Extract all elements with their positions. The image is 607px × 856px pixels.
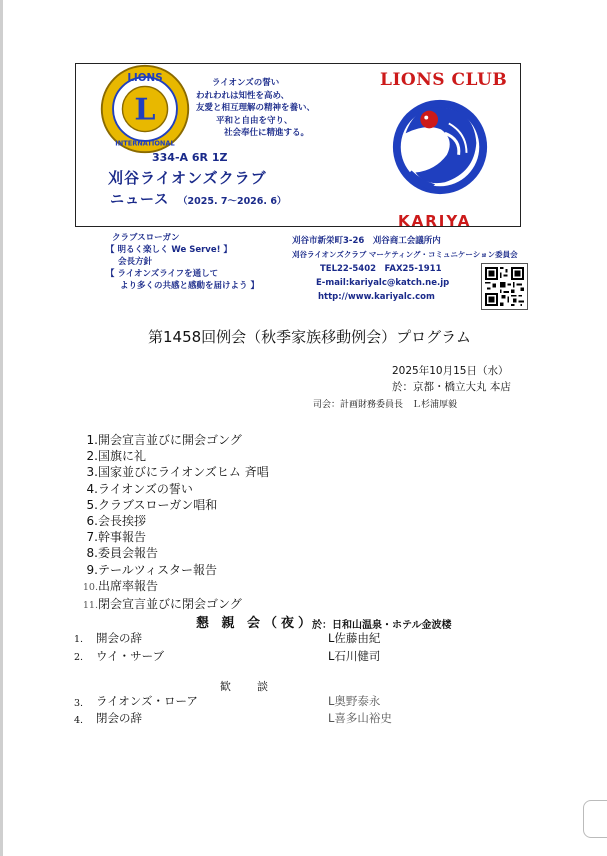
oath-line: 社会奉仕に精進する。 bbox=[224, 128, 310, 138]
person-name: L石川健司 bbox=[328, 649, 381, 663]
meeting-venue: 於：京都・橋立大丸 本店 bbox=[392, 381, 511, 393]
oath-line: 友愛と相互理解の精神を養い、 bbox=[196, 103, 316, 113]
item-number: 11. bbox=[82, 600, 98, 612]
agenda-list bbox=[76, 432, 269, 614]
list-item bbox=[76, 578, 269, 596]
email[interactable]: E-mail:kariyalc@katch.ne.jp bbox=[316, 278, 450, 288]
list-item bbox=[74, 695, 83, 709]
item-text: 委員会報告 bbox=[98, 546, 159, 561]
district-code: 334-A 6R 1Z bbox=[152, 151, 228, 164]
item-number: 4. bbox=[86, 481, 98, 496]
list-item bbox=[76, 513, 269, 529]
item-number: 9. bbox=[86, 562, 98, 577]
emblem-letter: L bbox=[134, 92, 156, 128]
item-number: 2. bbox=[74, 652, 84, 663]
list-item bbox=[74, 631, 83, 645]
oath-line: ライオンズの誓い bbox=[212, 78, 280, 88]
address: 刈谷市新栄町3-26 刈谷商工会議所内 bbox=[292, 236, 441, 246]
lions-oath bbox=[196, 77, 315, 140]
item-number: 8. bbox=[86, 546, 98, 561]
list-item bbox=[76, 529, 269, 545]
list-item bbox=[76, 497, 269, 513]
item-text: 閉会宣言並びに閉会ゴング bbox=[98, 597, 242, 612]
page-corner-widget[interactable] bbox=[583, 800, 607, 838]
kariya-label: KARIYA bbox=[398, 212, 472, 230]
lions-emblem bbox=[98, 62, 192, 156]
item-number: 1. bbox=[74, 634, 84, 645]
item-text: 国家並びにライオンズヒム 斉唱 bbox=[98, 465, 269, 480]
item-text: ウイ・サーブ bbox=[96, 649, 165, 663]
item-number: 3. bbox=[86, 465, 98, 480]
item-text: ライオンズの誓い bbox=[98, 481, 193, 496]
qr-code-icon bbox=[481, 263, 528, 310]
item-text: 開会宣言並びに開会ゴング bbox=[98, 433, 242, 447]
list-item bbox=[76, 545, 269, 561]
club-name: 刈谷ライオンズクラブ bbox=[108, 169, 267, 187]
list-item bbox=[76, 464, 269, 480]
master-of-ceremonies: 司会：計画財務委員長 Ｌ杉浦厚毅 bbox=[313, 400, 458, 410]
kariya-club-logo bbox=[386, 94, 494, 198]
emblem-top-text: LIONS bbox=[127, 71, 163, 84]
meeting-date: 2025年10月15日（水） bbox=[392, 365, 509, 377]
item-number: 5. bbox=[86, 497, 98, 512]
item-number: 1. bbox=[86, 433, 98, 447]
policy-text: 【 ライオンズライフを通して bbox=[106, 269, 219, 279]
news-label: ニュース bbox=[110, 192, 170, 208]
item-text: クラブスローガン唱和 bbox=[98, 497, 218, 512]
page-edge bbox=[0, 0, 3, 856]
item-number: 6. bbox=[86, 514, 98, 529]
list-item bbox=[76, 448, 269, 464]
item-number: 4. bbox=[74, 715, 84, 726]
phone-fax: TEL22-5402 FAX25-1911 bbox=[320, 264, 442, 274]
item-text: 閉会の辞 bbox=[96, 711, 142, 725]
person-name: L喜多山裕史 bbox=[328, 711, 392, 725]
policy-heading: 会長方針 bbox=[118, 257, 153, 267]
item-number: 2. bbox=[86, 449, 98, 464]
item-number: 3. bbox=[74, 698, 84, 709]
item-text: テールツィスター報告 bbox=[98, 562, 218, 577]
item-text: ライオンズ・ローア bbox=[96, 694, 198, 708]
item-text: 開会の辞 bbox=[96, 631, 142, 645]
list-item bbox=[74, 649, 83, 663]
person-name: L奥野泰永 bbox=[328, 694, 381, 708]
lions-club-title: LIONS CLUB bbox=[380, 70, 508, 90]
item-text: 会長挨拶 bbox=[98, 514, 147, 529]
item-text: 幹事報告 bbox=[98, 530, 147, 545]
item-number: 10. bbox=[82, 581, 98, 593]
party-venue: 於：日和山温泉・ホテル金波楼 bbox=[312, 620, 452, 631]
item-text: 国旗に礼 bbox=[98, 449, 147, 464]
list-item bbox=[76, 432, 269, 448]
list-item bbox=[76, 481, 269, 497]
emblem-bottom-text: INTERNATIONAL bbox=[115, 139, 175, 148]
slogan-heading: クラブスローガン bbox=[112, 233, 180, 243]
policy-text: より多くの共感と感動を届けよう 】 bbox=[120, 281, 259, 291]
list-item bbox=[76, 562, 269, 578]
list-item bbox=[74, 712, 83, 726]
website-link[interactable]: http://www.kariyalc.com bbox=[318, 292, 435, 302]
oath-line: われわれは知性を高め、 bbox=[196, 90, 290, 101]
club-period: （2025. 7～2026. 6） bbox=[178, 196, 287, 207]
program-title: 第1458回例会（秋季家族移動例会）プログラム bbox=[148, 328, 472, 346]
chat-label: 歓談 bbox=[220, 680, 294, 693]
item-number: 7. bbox=[86, 530, 98, 545]
committee: 刈谷ライオンズクラブ マーケティング・コミュニケーション委員会 bbox=[292, 250, 518, 259]
party-title: 懇 親 会（夜） bbox=[196, 616, 316, 631]
oath-line: 平和と自由を守り、 bbox=[216, 115, 293, 126]
person-name: L佐藤由紀 bbox=[328, 631, 381, 645]
slogan-text: 【 明るく楽しく We Serve! 】 bbox=[106, 245, 232, 255]
item-text: 出席率報告 bbox=[98, 578, 159, 593]
club-slogan bbox=[106, 232, 259, 292]
